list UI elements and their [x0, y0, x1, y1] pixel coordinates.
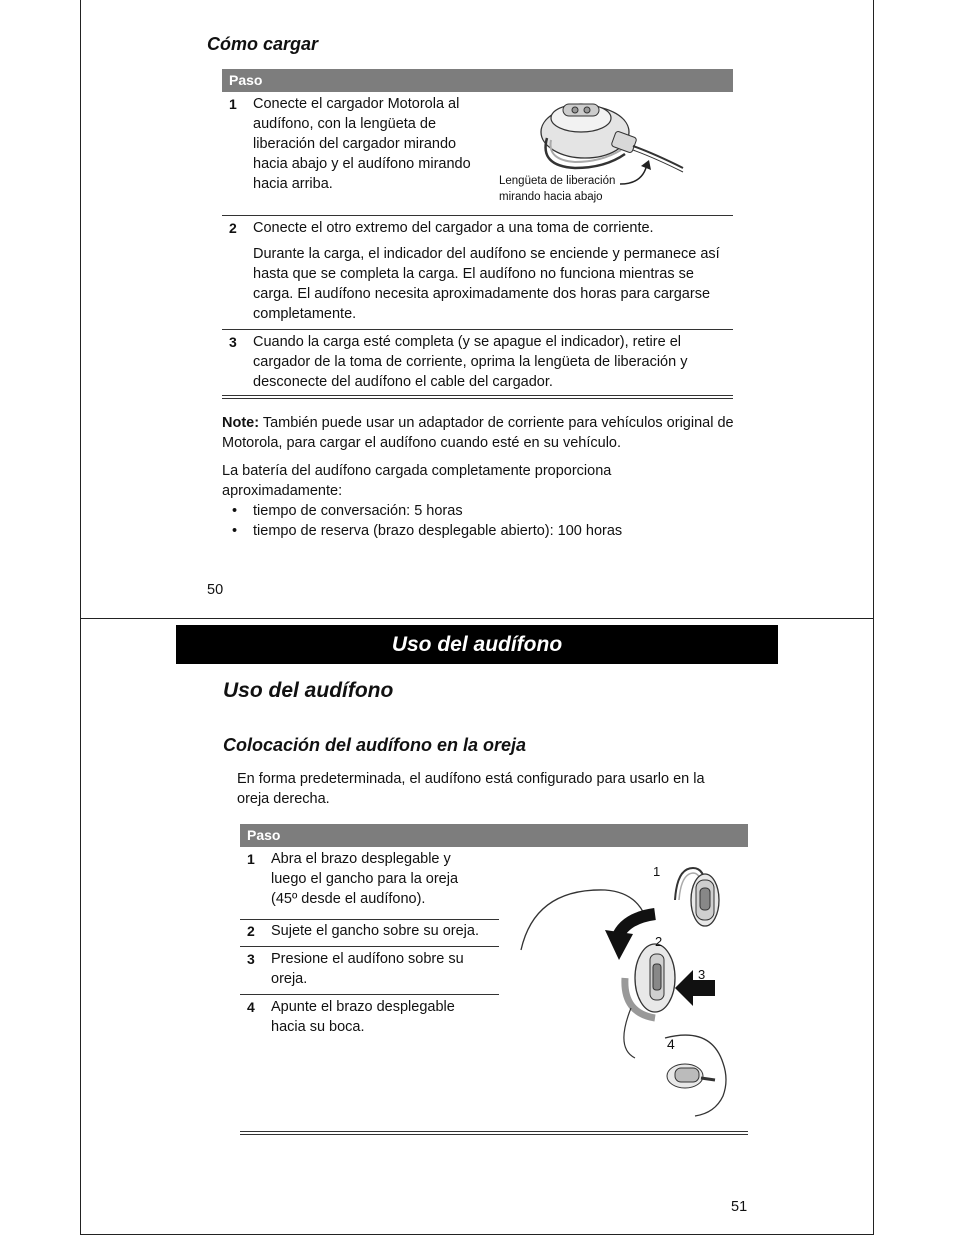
table-end-rule: [240, 1131, 748, 1135]
step-2-text: Conecte el otro extremo del cargador a una toma de corriente.: [253, 220, 654, 236]
step-2-number: 2: [229, 220, 237, 236]
step-divider: [222, 215, 733, 216]
step-divider: [240, 994, 499, 995]
figure-label-1: 1: [653, 864, 661, 879]
step-3-text: Cuando la carga esté completa (y se apague el indicador), retire el cargador de la toma de corriente, oprima la lengüeta de liberación y desconecte del audífono el cable del cargador.: [253, 334, 688, 390]
battery-paragraph: La batería del audífono cargada completamente proporciona aproximadamente:: [222, 463, 612, 499]
bullet-marker: •: [232, 503, 238, 519]
page-number-50: 50: [207, 582, 224, 598]
page-title: Uso del audífono: [223, 679, 394, 702]
step-1-text: Abra el brazo desplegable y luego el gancho para la oreja (45º desde el audífono).: [271, 851, 459, 907]
step-4-text: Apunte el brazo desplegable hacia su boca.: [271, 999, 455, 1035]
step-3-text: Presione el audífono sobre su oreja.: [271, 951, 464, 987]
step-2-extra-text: Durante la carga, el indicador del audífono se enciende y permanece así hasta que se completa la carga. El audífono no funciona mientras se carga. El audífono necesita aproximadamente dos horas para cargarse completamente.: [253, 246, 720, 322]
subheading-ear-placement: Colocación del audífono en la oreja: [223, 735, 527, 755]
step-4-number: 4: [247, 999, 255, 1015]
ear-placement-illustration: [515, 858, 740, 1123]
steps-table-header: Paso: [240, 824, 748, 847]
figure-label-2: 2: [655, 934, 663, 949]
figure-caption-line1: Lengüeta de liberación: [499, 175, 616, 187]
step-3-number: 3: [229, 334, 237, 350]
note-paragraph: [222, 413, 734, 453]
chapter-banner: Uso del audífono: [176, 625, 778, 664]
note-label: Note:: [222, 415, 260, 431]
release-tab-pointer-arrow: [615, 158, 655, 188]
section-heading-charging: Cómo cargar: [207, 34, 319, 54]
table-end-rule: [222, 395, 733, 399]
bullet-standby-time: tiempo de reserva (brazo desplegable abierto): 100 horas: [253, 523, 623, 539]
step-1-text: Conecte el cargador Motorola al audífono, con la lengüeta de liberación del cargador mirando hacia abajo y el audífono mirando hacia arriba.: [253, 96, 471, 192]
note-text: También puede usar un adaptador de corriente para vehículos original de Motorola, para cargar el audífono cuando esté en su vehículo.: [222, 415, 734, 451]
step-divider: [240, 919, 499, 920]
figure-label-4: 4: [667, 1036, 675, 1052]
page-number-51: 51: [731, 1199, 748, 1215]
step-1-number: 1: [247, 851, 255, 867]
intro-paragraph: En forma predeterminada, el audífono está configurado para usarlo en la oreja derecha.: [237, 771, 705, 807]
step-1-number: 1: [229, 96, 237, 112]
step-3-number: 3: [247, 951, 255, 967]
bullet-talk-time: tiempo de conversación: 5 horas: [253, 503, 463, 519]
step-divider: [240, 946, 499, 947]
step-divider: [222, 329, 733, 330]
figure-label-3: 3: [698, 967, 706, 982]
figure-caption-line2: mirando hacia abajo: [499, 191, 603, 203]
step-2-text: Sujete el gancho sobre su oreja.: [271, 923, 479, 939]
bullet-marker: •: [232, 523, 238, 539]
step-2-number: 2: [247, 923, 255, 939]
steps-table-header: Paso: [222, 69, 733, 92]
